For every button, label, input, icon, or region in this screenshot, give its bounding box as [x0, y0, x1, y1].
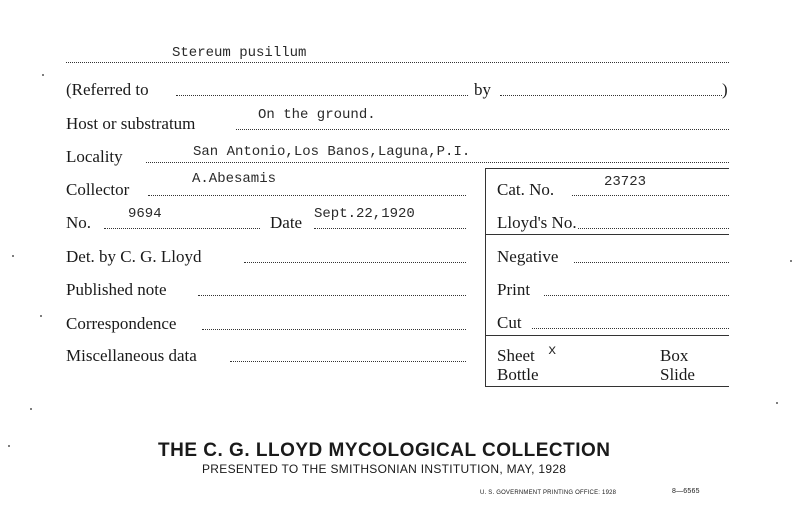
cut-divider — [485, 335, 729, 336]
print-line — [544, 295, 729, 296]
by-line — [500, 95, 722, 96]
side-box-top-border — [485, 168, 729, 169]
printing-office-note: U. S. GOVERNMENT PRINTING OFFICE: 1928 — [480, 490, 617, 496]
host-label: Host or substratum — [66, 114, 196, 133]
species-line — [66, 62, 729, 63]
form-number: 8—6565 — [672, 488, 700, 495]
scan-speck — [8, 445, 10, 447]
collection-title: THE C. G. LLOYD MYCOLOGICAL COLLECTION — [158, 440, 611, 461]
misc-data-label: Miscellaneous data — [66, 346, 197, 365]
collection-subtitle: PRESENTED TO THE SMITHSONIAN INSTITUTION, MAY, 1928 — [202, 462, 567, 476]
locality-label: Locality — [66, 147, 123, 166]
misc-data-line — [230, 361, 466, 362]
date-line — [314, 228, 466, 229]
cut-line — [532, 328, 729, 329]
no-value: 9694 — [128, 206, 162, 222]
close-paren: ) — [722, 80, 728, 99]
cat-no-line — [572, 195, 729, 196]
lloyds-no-label: Lloyd's No. — [497, 213, 577, 232]
sheet-mark: x — [548, 343, 557, 359]
print-label: Print — [497, 280, 531, 299]
correspondence-label: Correspondence — [66, 314, 177, 333]
scan-speck — [12, 255, 14, 257]
side-box-left-border — [485, 168, 486, 386]
species-name: Stereum pusillum — [172, 45, 307, 61]
correspondence-line — [202, 329, 466, 330]
slide-label: Slide — [660, 365, 695, 384]
locality-line — [146, 162, 729, 163]
host-line — [236, 129, 729, 130]
host-value: On the ground. — [258, 107, 376, 123]
published-note-line — [198, 295, 466, 296]
lloyds-no-line — [578, 228, 729, 229]
date-value: Sept.22,1920 — [314, 206, 415, 222]
det-by-label: Det. by C. G. Lloyd — [66, 247, 202, 266]
negative-line — [574, 262, 729, 263]
referred-to-line — [176, 95, 468, 96]
lloyds-divider — [485, 234, 729, 235]
date-label: Date — [270, 213, 303, 232]
scan-speck — [790, 260, 792, 262]
scan-speck — [42, 74, 44, 76]
bottle-label: Bottle — [497, 365, 539, 384]
cat-no-label: Cat. No. — [497, 180, 555, 199]
scan-speck — [776, 402, 778, 404]
published-note-label: Published note — [66, 280, 167, 299]
no-line — [104, 228, 260, 229]
collector-value: A.Abesamis — [192, 171, 277, 187]
no-label: No. — [66, 213, 92, 232]
box-label: Box — [660, 346, 689, 365]
det-by-line — [244, 262, 466, 263]
scan-speck — [40, 315, 42, 317]
sheet-label: Sheet — [497, 346, 535, 365]
referred-to-label: (Referred to — [66, 80, 149, 99]
scan-speck — [30, 408, 32, 410]
collector-line — [148, 195, 466, 196]
cut-label: Cut — [497, 313, 522, 332]
by-label: by — [474, 80, 491, 99]
side-box-bottom-border — [485, 386, 729, 387]
cat-no-value: 23723 — [604, 174, 647, 190]
locality-value: San Antonio,Los Banos,Laguna,P.I. — [193, 144, 471, 160]
collector-label: Collector — [66, 180, 130, 199]
negative-label: Negative — [497, 247, 559, 266]
